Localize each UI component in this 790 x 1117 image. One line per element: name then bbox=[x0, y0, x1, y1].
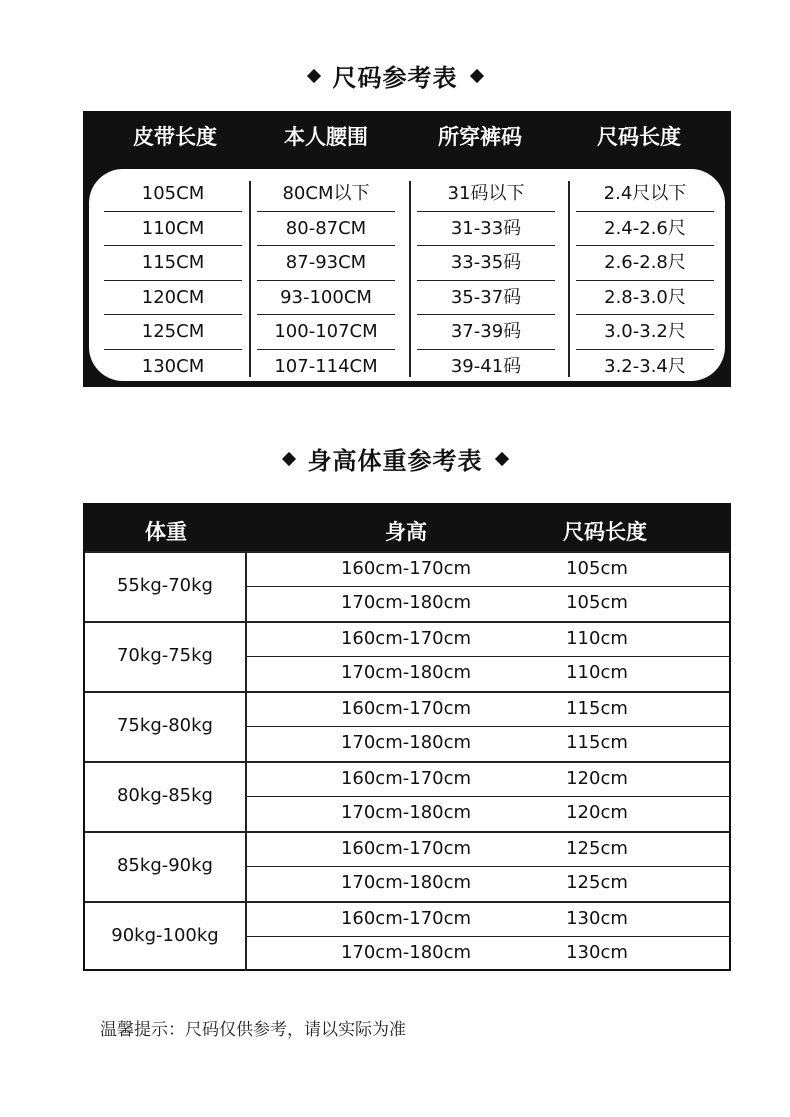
table-row-group bbox=[85, 691, 729, 761]
table-cell: 80CM以下 bbox=[257, 177, 395, 212]
size-cell: 120cm bbox=[566, 802, 628, 823]
table-row bbox=[247, 903, 729, 937]
height-cell: 170cm-180cm bbox=[340, 732, 472, 753]
height-weight-table-header bbox=[85, 505, 729, 551]
diamond-icon bbox=[306, 69, 320, 83]
table-row bbox=[247, 727, 729, 761]
table-row bbox=[247, 833, 729, 867]
table-row-group bbox=[85, 621, 729, 691]
height-cell: 160cm-170cm bbox=[340, 698, 472, 719]
size-cell: 105cm bbox=[566, 558, 628, 579]
table-row bbox=[247, 587, 729, 621]
belt-size-title-text: 尺码参考表 bbox=[332, 64, 458, 92]
height-cell: 170cm-180cm bbox=[340, 802, 472, 823]
size-cell: 125cm bbox=[566, 838, 628, 859]
header-size-length: 尺码长度 bbox=[563, 520, 647, 544]
header-waist: 本人腰围 bbox=[284, 125, 368, 149]
header-height: 身高 bbox=[385, 520, 427, 544]
size-cell: 115cm bbox=[566, 732, 628, 753]
header-belt-length: 皮带长度 bbox=[133, 125, 217, 149]
size-cell: 130cm bbox=[566, 942, 628, 963]
size-cell: 115cm bbox=[566, 698, 628, 719]
table-row bbox=[247, 937, 729, 971]
height-weight-title-text: 身高体重参考表 bbox=[307, 447, 483, 475]
height-cell: 160cm-170cm bbox=[340, 558, 472, 579]
table-cell: 93-100CM bbox=[257, 281, 395, 316]
belt-size-table-body bbox=[89, 169, 725, 381]
table-cell: 3.2-3.4尺 bbox=[604, 355, 686, 377]
table-cell: 110CM bbox=[104, 212, 242, 247]
size-cell: 105cm bbox=[566, 592, 628, 613]
belt-size-table-header bbox=[83, 111, 731, 161]
table-cell: 2.8-3.0尺 bbox=[576, 281, 714, 316]
table-cell: 33-35码 bbox=[417, 246, 555, 281]
weight-cell: 70kg-75kg bbox=[85, 623, 247, 691]
table-cell: 100-107CM bbox=[257, 315, 395, 350]
reference-note: 温馨提示：尺码仅供参考，请以实际为准 bbox=[100, 1020, 406, 1040]
table-cell: 31码以下 bbox=[417, 177, 555, 212]
table-cell: 3.0-3.2尺 bbox=[576, 315, 714, 350]
table-row bbox=[247, 797, 729, 831]
header-weight: 体重 bbox=[145, 520, 187, 544]
weight-cell: 55kg-70kg bbox=[85, 553, 247, 621]
height-cell: 170cm-180cm bbox=[340, 872, 472, 893]
diamond-icon bbox=[469, 69, 483, 83]
table-cell: 125CM bbox=[104, 315, 242, 350]
table-cell: 115CM bbox=[104, 246, 242, 281]
size-cell: 120cm bbox=[566, 768, 628, 789]
weight-cell: 80kg-85kg bbox=[85, 763, 247, 831]
height-cell: 160cm-170cm bbox=[340, 838, 472, 859]
table-cell: 2.6-2.8尺 bbox=[576, 246, 714, 281]
table-row-group bbox=[85, 761, 729, 831]
height-cell: 160cm-170cm bbox=[340, 908, 472, 929]
table-row bbox=[247, 657, 729, 691]
column-belt-length bbox=[104, 177, 242, 384]
table-cell: 107-114CM bbox=[274, 355, 378, 377]
table-row-group bbox=[85, 551, 729, 621]
table-cell: 120CM bbox=[104, 281, 242, 316]
size-cell: 110cm bbox=[566, 662, 628, 683]
belt-size-title bbox=[0, 58, 790, 93]
weight-cell: 85kg-90kg bbox=[85, 833, 247, 901]
table-row bbox=[247, 623, 729, 657]
table-cell: 31-33码 bbox=[417, 212, 555, 247]
table-row-group bbox=[85, 831, 729, 901]
weight-cell: 90kg-100kg bbox=[85, 903, 247, 971]
table-cell: 35-37码 bbox=[417, 281, 555, 316]
diamond-icon bbox=[494, 452, 508, 466]
table-cell: 39-41码 bbox=[450, 355, 522, 377]
column-divider bbox=[409, 181, 411, 377]
height-cell: 170cm-180cm bbox=[340, 592, 472, 613]
table-row bbox=[247, 763, 729, 797]
column-waist bbox=[257, 177, 395, 384]
table-row-group bbox=[85, 901, 729, 971]
height-weight-title bbox=[0, 441, 790, 476]
column-divider bbox=[249, 181, 251, 377]
height-cell: 170cm-180cm bbox=[340, 942, 472, 963]
header-pants-size: 所穿裤码 bbox=[438, 125, 522, 149]
diamond-icon bbox=[281, 452, 295, 466]
table-cell: 37-39码 bbox=[417, 315, 555, 350]
belt-size-table bbox=[83, 111, 731, 387]
table-row bbox=[247, 693, 729, 727]
size-cell: 130cm bbox=[566, 908, 628, 929]
height-cell: 160cm-170cm bbox=[340, 628, 472, 649]
size-cell: 110cm bbox=[566, 628, 628, 649]
table-cell: 87-93CM bbox=[257, 246, 395, 281]
column-divider bbox=[568, 181, 570, 377]
table-cell: 80-87CM bbox=[257, 212, 395, 247]
weight-cell: 75kg-80kg bbox=[85, 693, 247, 761]
table-cell: 130CM bbox=[141, 355, 205, 377]
height-weight-table bbox=[83, 503, 731, 971]
table-row bbox=[247, 867, 729, 901]
column-size-length bbox=[576, 177, 714, 384]
table-cell: 2.4尺以下 bbox=[576, 177, 714, 212]
height-cell: 170cm-180cm bbox=[340, 662, 472, 683]
header-size-length: 尺码长度 bbox=[597, 125, 681, 149]
table-row bbox=[247, 553, 729, 587]
column-pants-size bbox=[417, 177, 555, 384]
size-cell: 125cm bbox=[566, 872, 628, 893]
height-cell: 160cm-170cm bbox=[340, 768, 472, 789]
table-cell: 2.4-2.6尺 bbox=[576, 212, 714, 247]
table-cell: 105CM bbox=[104, 177, 242, 212]
